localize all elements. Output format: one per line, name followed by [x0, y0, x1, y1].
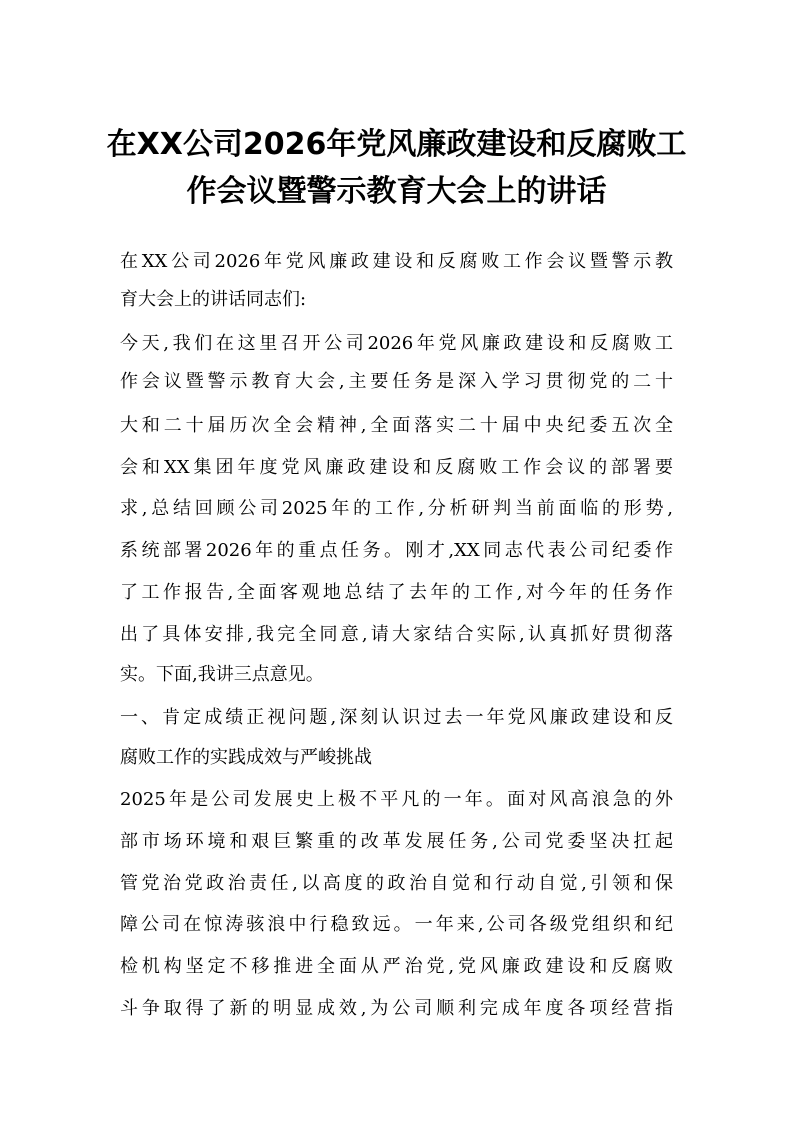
body-line: 系统部署2026年的重点任务。刚才,XX同志代表公司纪委作 [120, 540, 673, 561]
body-line: 在XX公司2026年党风廉政建设和反腐败工作会议暨警示教 [120, 251, 673, 272]
body-line: 大和二十届历次全会精神,全面落实二十届中央纪委五次全 [120, 415, 673, 436]
body-line: 斗争取得了新的明显成效,为公司顺利完成年度各项经营指 [120, 998, 673, 1019]
body-line: 了工作报告,全面客观地总结了去年的工作,对今年的任务作 [120, 582, 673, 603]
section-heading-line: 一、肯定成绩正视问题,深刻认识过去一年党风廉政建设和反 [120, 707, 673, 728]
body-line: 2025年是公司发展史上极不平凡的一年。面对风高浪急的外 [120, 789, 673, 810]
body-line: 求,总结回顾公司2025年的工作,分析研判当前面临的形势, [120, 498, 673, 519]
body-line: 育大会上的讲话同志们: [120, 289, 307, 310]
body-line: 出了具体安排,我完全同意,请大家结合实际,认真抓好贯彻落 [120, 624, 673, 645]
body-line: 管党治党政治责任,以高度的政治自觉和行动自觉,引领和保 [120, 873, 673, 894]
section-heading-line: 腐败工作的实践成效与严峻挑战 [120, 747, 372, 768]
body-line: 会和XX集团年度党风廉政建设和反腐败工作会议的部署要 [120, 457, 673, 478]
body-line: 作会议暨警示教育大会,主要任务是深入学习贯彻党的二十 [120, 371, 673, 392]
body-line: 障公司在惊涛骇浪中行稳致远。一年来,公司各级党组织和纪 [120, 914, 673, 935]
title-line-1: 在XX公司2026年党风廉政建设和反腐败工 [106, 127, 687, 162]
body-line: 今天,我们在这里召开公司2026年党风廉政建设和反腐败工 [120, 333, 673, 354]
body-line: 部市场环境和艰巨繁重的改革发展任务,公司党委坚决扛起 [120, 831, 673, 852]
body-line: 实。下面,我讲三点意见。 [120, 664, 324, 685]
title-line-2: 作会议暨警示教育大会上的讲话 [186, 174, 607, 209]
body-line: 检机构坚定不移推进全面从严治党,党风廉政建设和反腐败 [120, 956, 673, 977]
